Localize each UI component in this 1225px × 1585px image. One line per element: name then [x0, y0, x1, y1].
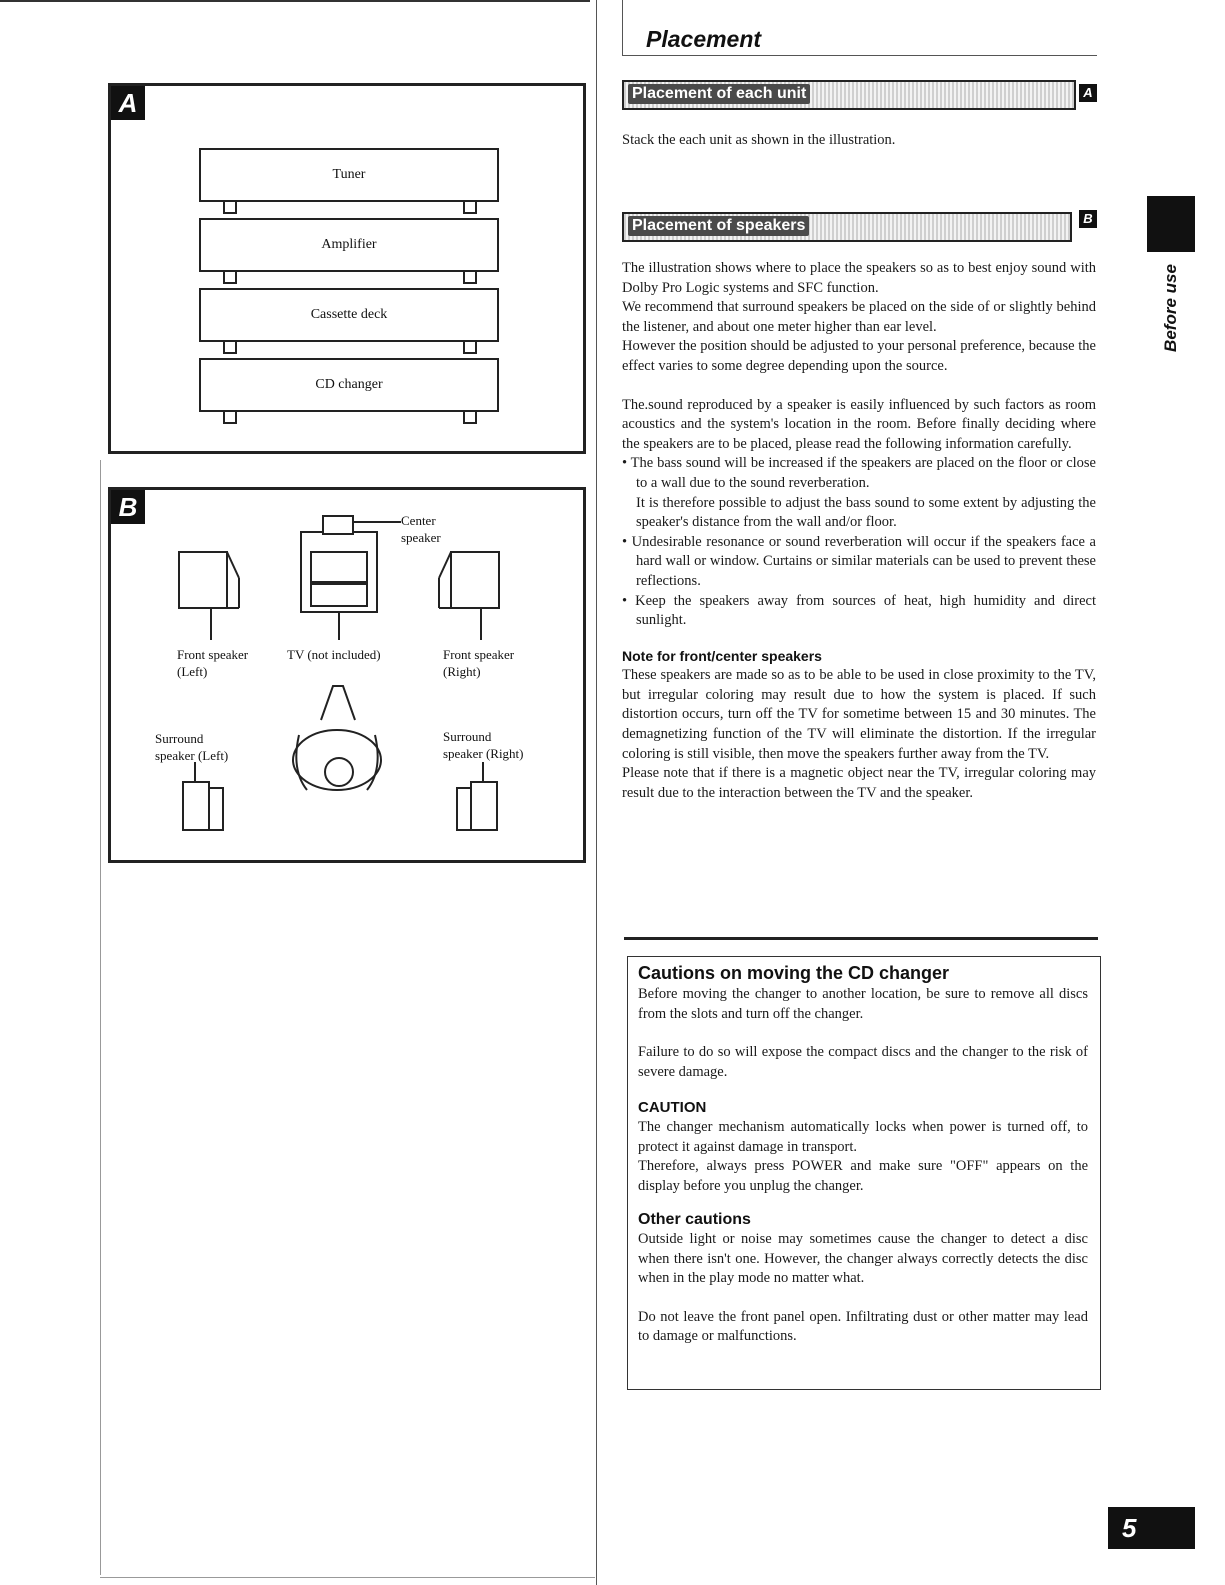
center-divider — [596, 0, 597, 1585]
surround-left-speaker-icon — [183, 782, 209, 830]
unit-foot — [463, 342, 477, 354]
unit-foot — [463, 202, 477, 214]
front-right-label: Front speaker (Right) — [443, 647, 515, 679]
front-right-speaker-icon — [451, 552, 499, 608]
tv-label: TV (not included) — [287, 647, 381, 662]
unit-foot — [223, 342, 237, 354]
unit-foot — [463, 412, 477, 424]
unit-cd-label: CD changer — [315, 377, 383, 392]
bullet-item: • Keep the speakers away from sources of heat, high humidity and direct sunlight. — [622, 592, 1096, 629]
top-rule — [0, 0, 590, 2]
bottom-margin-line — [100, 1577, 595, 1578]
section-a-mark: A — [1079, 84, 1097, 102]
caution-paragraph: Therefore, always press POWER and make sure "OFF" appears on the display before you unplug the changer. — [638, 1158, 1088, 1194]
caution-heading: CAUTION — [638, 1099, 707, 1117]
title-frame-left — [622, 0, 623, 55]
section-b-heading-text: Placement of speakers — [628, 216, 809, 236]
panel-b-label: B — [111, 490, 145, 524]
section-b-paragraph: We recommend that surround speakers be placed on the side of or slightly behind the listener, and about one meter higher than ear level. — [622, 299, 1096, 335]
unit-foot — [223, 412, 237, 424]
unit-tuner — [199, 148, 499, 202]
bullet-item: • Undesirable resonance or sound reverberation will occur if the speakers face a hard wall or window. Curtains or similar materials can be used to prevent these reflections. — [622, 533, 1096, 589]
side-tab-label — [1135, 258, 1207, 358]
other-cautions-paragraph: Do not leave the front panel open. Infiltrating dust or other matter may lead to damage or malfunctions. — [638, 1308, 1088, 1345]
center-speaker-icon — [323, 516, 353, 534]
title-frame-bottom — [622, 55, 1097, 56]
unit-foot — [223, 272, 237, 284]
unit-cassette-label: Cassette deck — [310, 307, 388, 322]
section-b-body — [622, 259, 1096, 803]
center-speaker-label: Center speaker — [401, 513, 441, 545]
unit-foot — [223, 202, 237, 214]
cautions-paragraph: Before moving the changer to another location, be sure to remove all discs from the slots and turn off the changer. — [638, 986, 1088, 1022]
panel-b — [108, 487, 586, 863]
unit-tuner-label: Tuner — [332, 167, 366, 182]
note-paragraph: These speakers are made so as to be able to be used in close proximity to the TV, but irregular coloring may result due to how the system is placed. If such distortion occurs, turn off the TV for sometime between 15 and 30 minutes. The demagnetizing function of the TV will eliminate the distortion. If the irregular coloring is still visible, then move the speakers further away from the TV. — [622, 667, 1096, 762]
section-a-heading — [622, 80, 1076, 110]
front-left-label: Front speaker (Left) — [177, 647, 249, 679]
side-tab-text: Before use — [1161, 264, 1180, 352]
panel-a — [108, 83, 586, 454]
surround-right-speaker-icon — [471, 782, 497, 830]
cautions-body — [638, 961, 1088, 1347]
page-title: Placement — [646, 26, 762, 52]
section-divider — [624, 937, 1098, 940]
unit-cassette-deck — [199, 288, 499, 342]
unit-amplifier-label: Amplifier — [321, 237, 377, 252]
front-left-speaker-icon — [179, 552, 227, 608]
surround-right-label: Surround speaker (Right) — [443, 729, 524, 761]
other-cautions-heading: Other cautions — [638, 1211, 751, 1229]
unit-amplifier — [199, 218, 499, 272]
note-paragraph: Please note that if there is a magnetic object near the TV, irregular coloring may result due to the interaction between the TV and the speaker. — [622, 765, 1096, 801]
bullet-sub-item: It is therefore possible to adjust the bass sound to some extent by adjusting the speaker's distance from the wall and/or floor. — [636, 494, 1096, 531]
other-cautions-paragraph: Outside light or noise may sometimes cause the changer to detect a disc when there isn't one. However, the changer always correctly detects the disc when in the play mode no matter what. — [638, 1230, 1088, 1287]
section-b-paragraph: However the position should be adjusted to your personal preference, because the effect varies to some degree depending upon the source. — [622, 338, 1096, 374]
side-tab-marker — [1147, 196, 1195, 252]
section-b-paragraph: The.sound reproduced by a speaker is easily influenced by such factors as room acoustics and the system's location in the room. Before finally deciding where the speakers are to be placed, please read the following information carefully. — [622, 396, 1096, 452]
left-margin-line — [100, 460, 101, 1575]
cautions-heading: Cautions on moving the CD changer — [638, 963, 950, 983]
bullet-item: • The bass sound will be increased if the speakers are placed on the floor or close to a wall due to the sound reverberation. — [622, 455, 1096, 491]
surround-left-label: Surround speaker (Left) — [155, 731, 229, 763]
section-a-heading-text: Placement of each unit — [628, 84, 810, 104]
section-b-paragraph: The illustration shows where to place the speakers so as to best enjoy sound with Dolby Pro Logic systems and SFC function. — [622, 260, 1096, 296]
section-b-mark: B — [1079, 210, 1097, 228]
caution-paragraph: The changer mechanism automatically locks when power is turned off, to protect it against damage in transport. — [638, 1118, 1088, 1155]
section-b-heading — [622, 212, 1072, 242]
section-a-text: Stack the each unit as shown in the illustration. — [622, 132, 896, 148]
cautions-paragraph: Failure to do so will expose the compact discs and the changer to the risk of severe damage. — [638, 1044, 1088, 1080]
note-heading: Note for front/center speakers — [622, 647, 822, 664]
unit-cd-changer — [199, 358, 499, 412]
page-number: 5 — [1108, 1507, 1195, 1549]
panel-a-label: A — [111, 86, 145, 120]
unit-foot — [463, 272, 477, 284]
